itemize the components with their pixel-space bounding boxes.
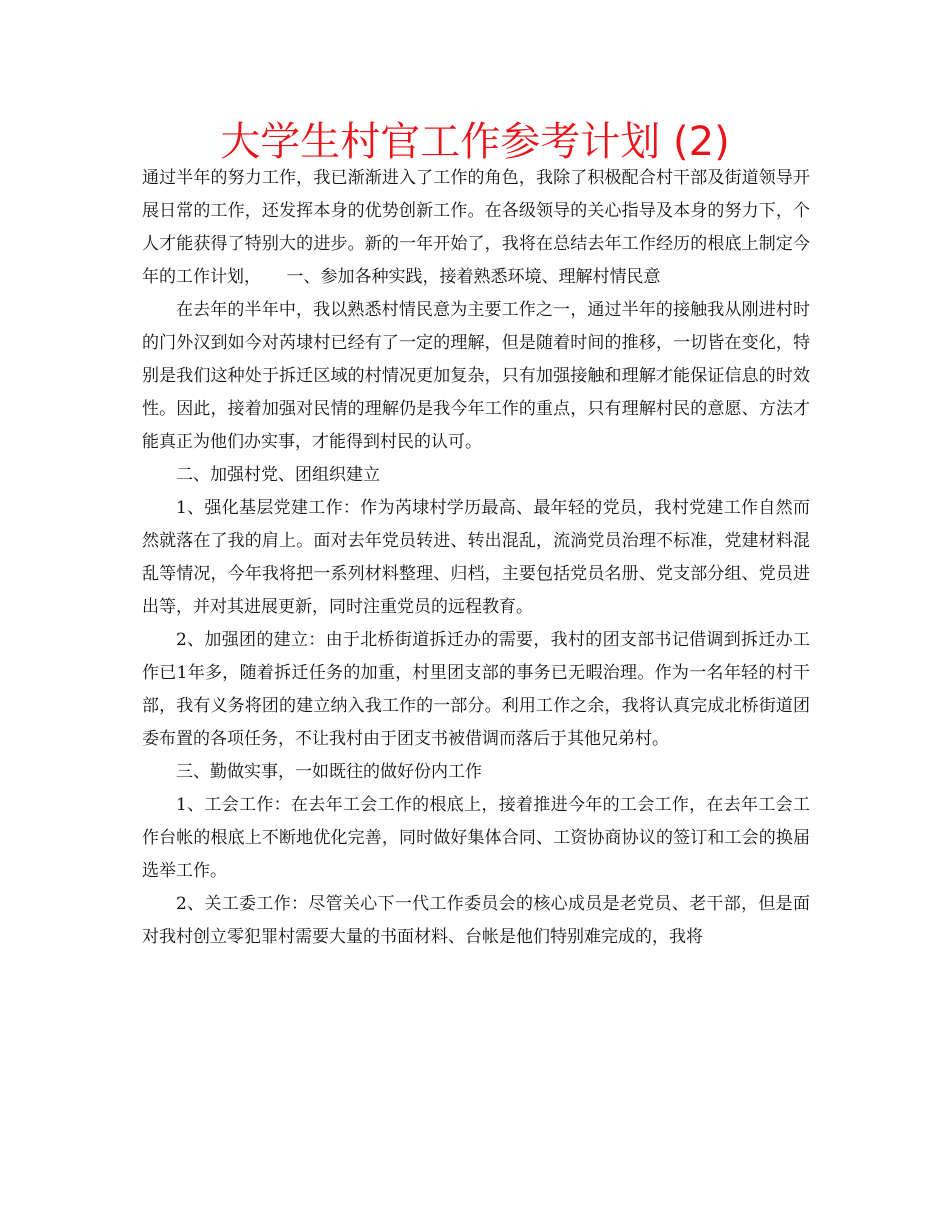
body-paragraph: 1、强化基层党建工作：作为芮埭村学历最高、最年轻的党员，我村党建工作自然而然就落在了我的肩上。面对去年党员转进、转出混乱，流淌党员治理不标准，党建材料混乱等情况，今年我将把一系列材料整理、归档，主要包括党员名册、党支部分组、党员进出等，并对其进展更新，同时注重党员的远程教育。	[142, 498, 810, 617]
body-paragraph: 2、关工委工作：尽管关心下一代工作委员会的核心成员是老党员、老干部，但是面对我村创立零犯罪村需要大量的书面材料、台帐是他们特别难完成的，我将	[142, 894, 810, 947]
section-heading: 三、勤做实事，一如既往的做好份内工作	[176, 762, 482, 782]
body-paragraph-intro: 通过半年的努力工作，我已渐渐进入了工作的角色，我除了积极配合村干部及街道领导开展日常的工作，还发挥本身的优势创新工作。在各级领导的关心指导及本身的努力下，个人才能获得了特别大的进步。新的一年开始了，我将在总结去年工作经历的根底上制定今年的工作计划， 一、参加各种实践，接着熟悉环境、理解村情民意	[142, 168, 810, 287]
body-paragraph: 在去年的半年中，我以熟悉村情民意为主要工作之一，通过半年的接触我从刚进村时的门外汉到如今对芮埭村已经有了一定的理解，但是随着时间的推移，一切皆在变化，特别是我们这种处于拆迁区域的村情况更加复杂，只有加强接触和理解才能保证信息的时效性。因此，接着加强对民情的理解仍是我今年工作的重点，只有理解村民的意愿、方法才能真正为他们办实事，才能得到村民的认可。	[142, 300, 810, 452]
section-heading: 二、加强村党、团组织建立	[176, 465, 380, 485]
body-paragraph: 1、工会工作：在去年工会工作的根底上，接着推进今年的工会工作，在去年工会工作台帐的根底上不断地优化完善，同时做好集体合同、工资协商协议的签订和工会的换届选举工作。	[142, 795, 810, 881]
document-body	[142, 162, 810, 954]
body-paragraph: 2、加强团的建立：由于北桥街道拆迁办的需要，我村的团支部书记借调到拆迁办工作已1年多，随着拆迁任务的加重，村里团支部的事务已无暇治理。作为一名年轻的村干部，我有义务将团的建立纳入我工作的一部分。利用工作之余，我将认真完成北桥街道团委布置的各项任务，不让我村由于团支书被借调而落后于其他兄弟村。	[142, 630, 810, 749]
document-title: 大学生村官工作参考计划 (2)	[220, 119, 730, 165]
